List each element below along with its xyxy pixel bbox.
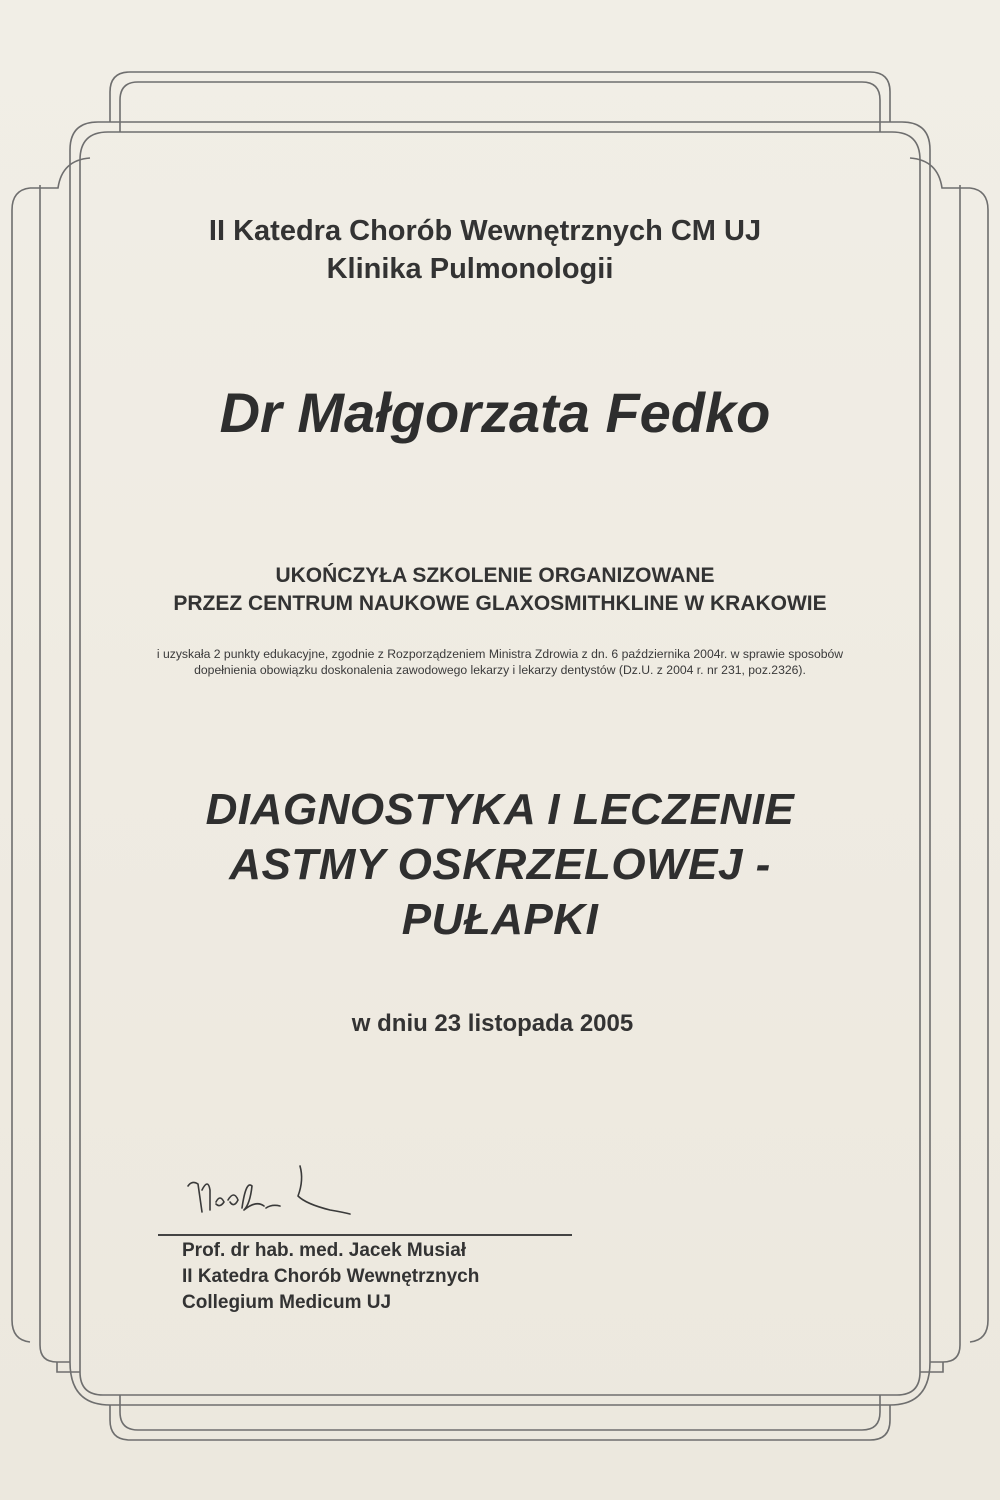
course-title-line-1: DIAGNOSTYKA I LECZENIE xyxy=(205,785,795,834)
recipient-name: Dr Małgorzata Fedko xyxy=(219,381,771,444)
signer-department: II Katedra Chorób Wewnętrznych xyxy=(182,1266,480,1287)
institution-header xyxy=(0,212,1000,288)
header-clinic: Klinika Pulmonologii xyxy=(326,253,614,285)
fine-print-line-2: dopełnienia obowiązku doskonalenia zawodowego lekarzy i lekarzy dentystów (Dz.U. z 2004 r. nr 231, poz.2326). xyxy=(194,663,806,677)
signer-name: Prof. dr hab. med. Jacek Musiał xyxy=(182,1240,467,1261)
fine-print-line-1: i uzyskała 2 punkty edukacyjne, zgodnie z Rozporządzeniem Ministra Zdrowia z dn. 6 października 2004r. w sprawie sposobów xyxy=(156,647,844,661)
header-department: II Katedra Chorób Wewnętrznych CM UJ xyxy=(208,215,762,247)
course-title xyxy=(0,782,1000,947)
course-date: w dniu 23 listopada 2005 xyxy=(351,1010,634,1037)
statement-line-1: UKOŃCZYŁA SZKOLENIE ORGANIZOWANE xyxy=(275,564,715,587)
completion-statement xyxy=(0,562,1000,618)
signature-line xyxy=(158,1234,572,1236)
signer-block xyxy=(182,1238,479,1316)
legal-fine-print xyxy=(80,646,920,678)
signer-institution: Collegium Medicum UJ xyxy=(182,1292,392,1313)
statement-line-2: PRZEZ CENTRUM NAUKOWE GLAXOSMITHKLINE W KRAKOWIE xyxy=(173,592,827,615)
handwritten-signature xyxy=(180,1160,360,1230)
course-title-line-2: ASTMY OSKRZELOWEJ - xyxy=(229,840,771,889)
course-title-line-3: PUŁAPKI xyxy=(401,895,599,944)
